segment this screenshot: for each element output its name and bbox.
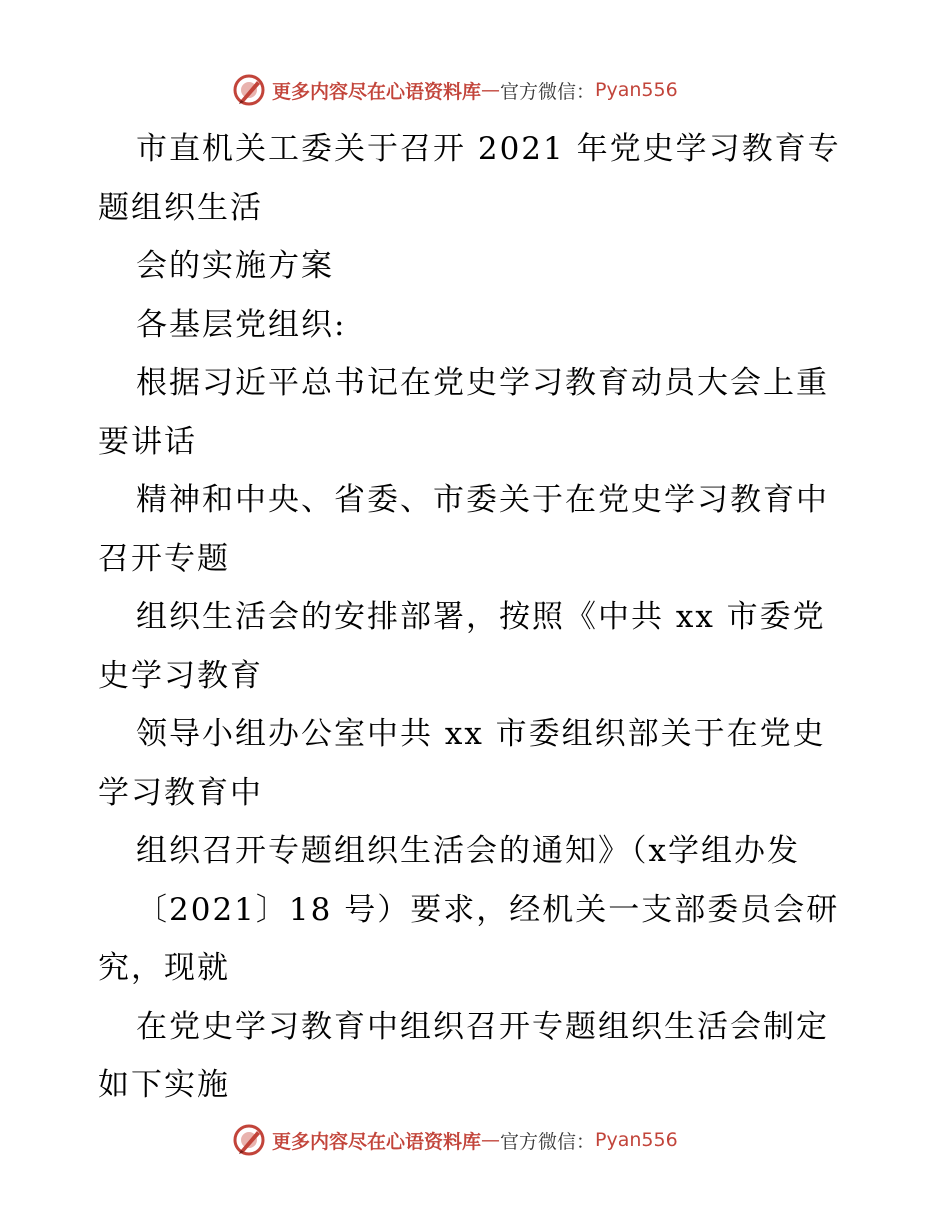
document-line: 根据习近平总书记在党史学习教育动员大会上重 [136,365,829,401]
document-line: 组织召开专题组织生活会的通知》（x学组办发 [136,833,800,869]
document-line: 会的实施方案 [136,248,334,284]
header-watermark-banner [232,72,752,108]
banner-wechat-label: 官方微信： [500,80,596,103]
banner-wechat-id: Pyan556 [595,1129,678,1151]
banner-dash: — [481,1129,501,1151]
pen-logo-icon [232,73,266,107]
document-line: 各基层党组织: [136,306,347,343]
banner-wechat-id: Pyan556 [595,79,678,101]
document-line: 组织生活会的安排部署，按照《中共 xx 市委党 [136,599,826,635]
document-line: 学习教育中 [98,774,263,811]
banner-dash: — [481,79,501,101]
document-line: 领导小组办公室中共 xx 市委组织部关于在党史 [136,716,826,752]
document-body [98,120,858,1115]
document-line: 〔2021〕18 号）要求，经机关一支部委员会研 [136,891,840,928]
pen-logo-icon [232,1123,266,1157]
banner-main-text: 更多内容尽在心语资料库 [272,80,482,103]
document-line: 如下实施 [98,1067,230,1103]
document-line: 究，现就 [98,950,230,986]
document-line: 史学习教育 [98,657,263,694]
document-line: 题组织生活 [98,189,263,226]
document-line: 要讲话 [98,423,197,460]
banner-main-text: 更多内容尽在心语资料库 [272,1130,482,1153]
banner-wechat-label: 官方微信： [500,1130,596,1153]
document-line: 在党史学习教育中组织召开专题组织生活会制定 [136,1008,829,1045]
document-line: 召开专题 [98,540,230,577]
document-line: 精神和中央、省委、市委关于在党史学习教育中 [136,482,829,518]
footer-watermark-banner [232,1122,752,1158]
document-line: 市直机关工委关于召开 2021 年党史学习教育专 [136,131,841,167]
